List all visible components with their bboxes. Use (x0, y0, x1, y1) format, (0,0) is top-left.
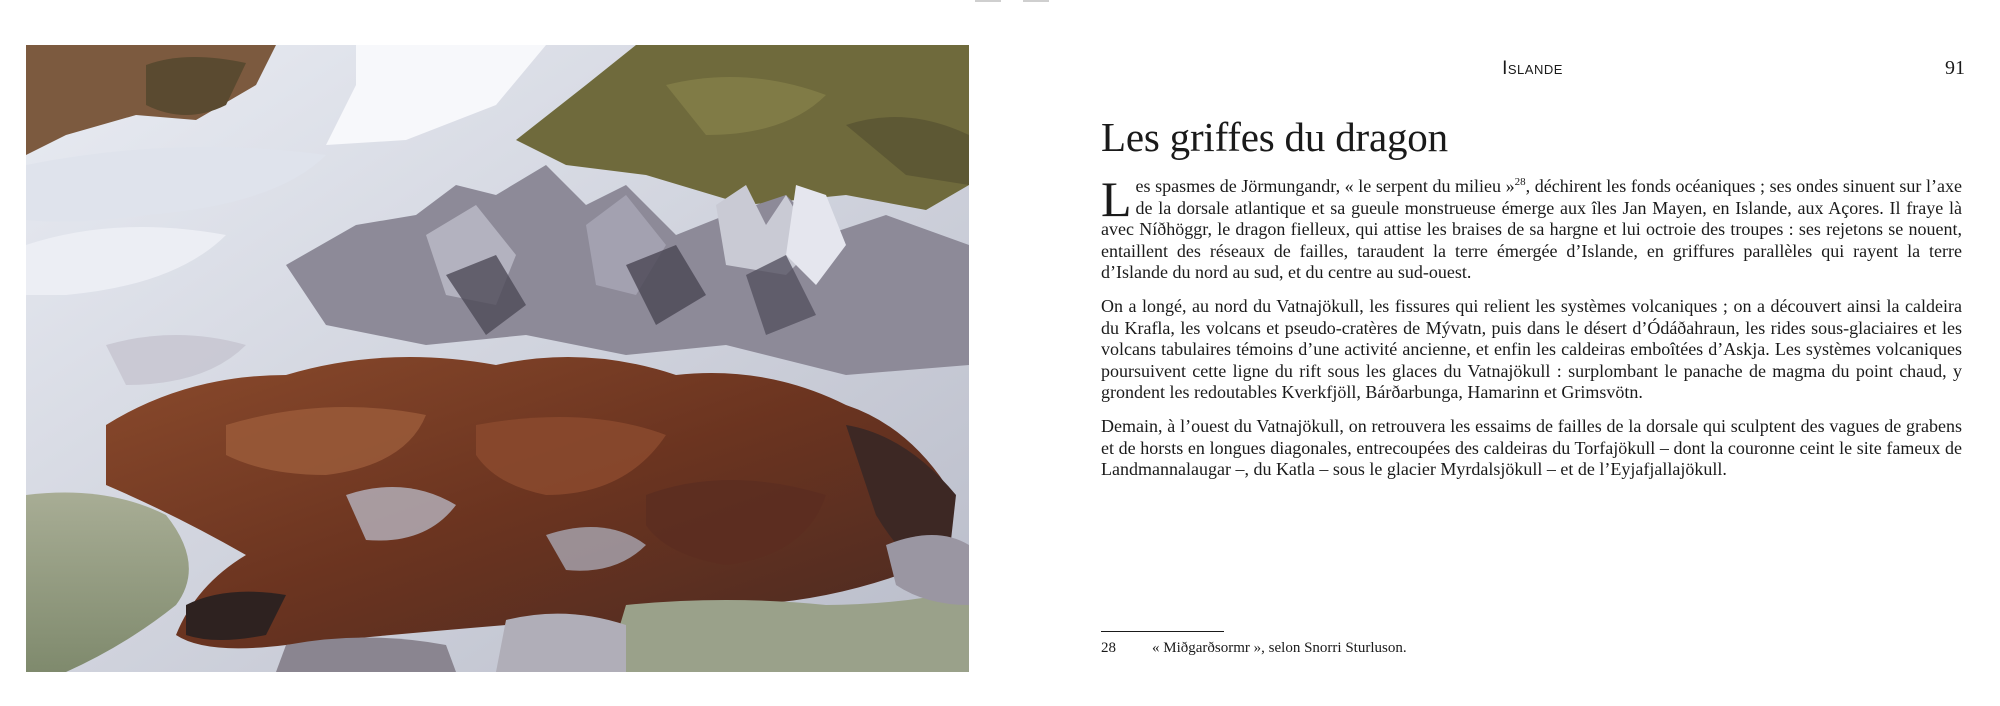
running-head (1100, 58, 1965, 88)
drop-cap: L (1101, 171, 1132, 227)
footnote-number: 28 (1101, 640, 1116, 656)
footnote-rule (1101, 631, 1224, 632)
footnote-reference[interactable]: 28 (1514, 176, 1526, 188)
paragraph-2: On a longé, au nord du Vatnajökull, les fissures qui relient les systèmes volcaniques ; on a découvert ainsi la caldeira du Krafla, les volcans et pseudo-cratères de Mývatn, puis dans le désert d’Ódáðahraun, les rides sous-glaciaires et les volcans tabulaires témoins d’une activité ancienne, et enfin les caldeiras emboîtées d’Askja. Les systèmes volcaniques poursuivent cette ligne du rift sous les glaces du Vatnajökull : surplombant le panache de magma du point chaud, y grondent les redoutables Kverkfjöll, Bárðarbunga, Hamarinn et Grimsvötn. (1101, 295, 1962, 403)
paragraph-1-text-b: , déchirent les fonds océaniques ; ses ondes sinuent sur l’axe de la dorsale atlantique et sa gueule monstrueuse émerge aux îles Jan Mayen, en Islande, aux Açores. Il fraye là avec Níðhöggr, le dragon fielleux, qui attise les braises de sa hargne et lui octroie des troupes : ses rejetons se nouent, entaillent des réseaux de failles, taraudent la terre émergée d’Islande, en griffures parallèles qui rayent la terre d’Islande du nord au sud, et du centre au sud-ouest. (1101, 176, 1963, 283)
paragraph-3: Demain, à l’ouest du Vatnajökull, on retrouvera les essaims de failles de la dorsale qui sculptent des vagues de grabens et de horsts en longues diagonales, entrecoupées des caldeiras du Torfajökull – dont la couronne ceint le site fameux de Landmannalaugar –, du Katla – sous le glacier Myrdalsjökull – et de l’Eyjafjallajökull. (1101, 415, 1962, 480)
spine-mark-right (1023, 0, 1049, 2)
paragraph-1 (1101, 171, 1963, 284)
body-text (1101, 171, 1963, 493)
painting-illustration (26, 45, 969, 672)
running-head-title: Islande (1502, 58, 1563, 79)
spine-mark-left (975, 0, 1001, 2)
volcanic-landscape-painting (26, 45, 969, 672)
footnote (1101, 638, 1962, 658)
chapter-title: Les griffes du dragon (1101, 114, 1448, 160)
footnote-text: « Miðgarðsormr », selon Snorri Sturluson. (1152, 640, 1407, 656)
page-number: 91 (1945, 57, 1965, 79)
paragraph-1-text-a: es spasmes de Jörmungandr, « le serpent du milieu » (1135, 176, 1515, 196)
